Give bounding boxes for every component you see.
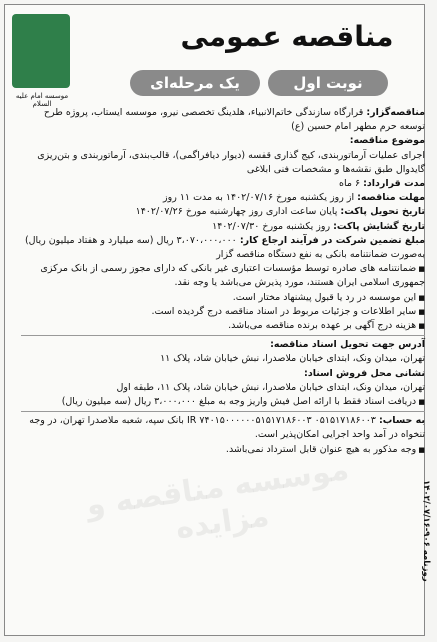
- bullet-item: ■ سایر اطلاعات و جزئیات مربوط در اسناد مناقصه درج گردیده است.: [21, 305, 425, 319]
- duration-paragraph: [21, 177, 425, 191]
- deadline-text: از روز یکشنبه مورخ ۱۴۰۲/۰۷/۱۶ به مدت ۱۱ روز: [163, 192, 355, 204]
- logo-caption: موسسه امام علیه السلام: [15, 92, 69, 108]
- bullet-item: ■ ضمانتنامه های صادره توسط مؤسسات اعتباری غیر بانکی که دارای مجوز رسمی از بانک مرکزی جمهوری اسلامی ایران هستند، مورد پذیرش می‌باشد یا وجه نقد.: [21, 262, 425, 290]
- tender-text: قرارگاه سازندگی خاتم‌الانبیاء، هلدینگ تخصصی نیرو، موسسه ایستاب، پروژه طرح توسعه حرم مطهر امام حسین (ع): [43, 107, 425, 133]
- tender-paragraph: [21, 106, 425, 134]
- stage-badge: یک مرحله‌ای: [130, 70, 260, 96]
- sales-label: نشانی محل فروش اسناد:: [304, 367, 425, 379]
- opening-label: تاریخ گشایش پاکت:: [333, 220, 425, 232]
- subject-label: موضوع مناقصه:: [349, 135, 425, 147]
- opening-paragraph: [21, 220, 425, 234]
- deadline-paragraph: [21, 191, 425, 205]
- guarantee-label: مبلغ تضمین شرکت در فرآیند ارجاع کار:: [239, 234, 425, 246]
- notice-body: [21, 106, 425, 457]
- account-paragraph: [21, 414, 425, 442]
- duration-text: ۶ ماه: [338, 178, 361, 190]
- guarantee-text: ۳،۰۷۰،۰۰۰،۰۰۰ ریال (سه میلیارد و هفتاد میلیون ریال) به‌صورت ضمانتنامه بانکی به نفع دستگاه مناقصه گزار: [24, 234, 425, 261]
- account-text: ۰۵۱۵۱۷۱۸۶۰۰۳ IR ۷۴۰۱۵۰۰۰۰۰۰۵۱۵۱۷۱۸۶۰۰۳ بانک سپه، شعبه ملاصدرا تهران، در وجه تنخواه در آمد واحد اجرایی امکان‌پذیر است.: [29, 415, 425, 441]
- opening-text: روز یکشنبه مورخ ۱۴۰۲/۰۷/۳۰: [212, 220, 331, 232]
- sales-text: تهران، میدان ونک، ابتدای خیابان ملاصدرا، نبش خیابان شاد، پلاک ۱۱، طبقه اول: [116, 381, 425, 393]
- side-stamp: [421, 480, 437, 640]
- address-label: آدرس جهت تحویل اسناد مناقصه:: [270, 339, 425, 351]
- bullet-item: ■ این موسسه در رد یا قبول پیشنهاد مختار است.: [21, 291, 425, 305]
- deadline-label: مهلت مناقصه:: [357, 192, 425, 204]
- organization-logo: [12, 14, 70, 88]
- round-badge: نوبت اول: [268, 70, 388, 96]
- subject-text: اجرای عملیات آرماتوربندی، کیج گذاری قفسه (دیوار دیافراگمی)، قالب‌بندی، آرماتوربندی و بتن‌ریزی گایدوال طبق نقشه‌ها و مشخصات فنی ابلاغی: [37, 149, 425, 175]
- delivery-label: تاریخ تحویل پاکت:: [340, 206, 425, 218]
- delivery-text: پایان ساعت اداری روز چهارشنبه مورخ ۱۴۰۲/۰۷/۲۶: [135, 206, 338, 218]
- page-title: مناقصه عمومی: [180, 20, 394, 53]
- tender-label: مناقصه‌گزار:: [366, 107, 425, 118]
- guarantee-paragraph: [21, 234, 425, 262]
- address-text: تهران، میدان ونک، ابتدای خیابان ملاصدرا، نبش خیابان شاد، پلاک ۱۱: [160, 353, 425, 365]
- watermark: موسسه مناقصه و مزایده: [84, 451, 352, 547]
- bullet-item: ■ هزینه درج آگهی بر عهده برنده مناقصه می‌باشد.: [21, 319, 425, 333]
- divider: [21, 335, 425, 336]
- account-label: به حساب:: [378, 415, 425, 427]
- delivery-paragraph: [21, 205, 425, 219]
- bullet-item: ■ وجه مذکور به هیچ عنوان قابل استرداد نمی‌باشد.: [21, 443, 425, 457]
- side-stamp-text: روزنامه ۹۰۶-۱۴۰۲/۰۷/۱۶: [421, 480, 431, 582]
- divider: [21, 411, 425, 412]
- fee-text: ■ دریافت اسناد فقط با ارائه اصل فیش واریز وجه به مبلغ ۳،۰۰۰،۰۰۰ ریال (سه میلیون ریال): [21, 395, 425, 409]
- duration-label: مدت قرارداد:: [363, 178, 425, 190]
